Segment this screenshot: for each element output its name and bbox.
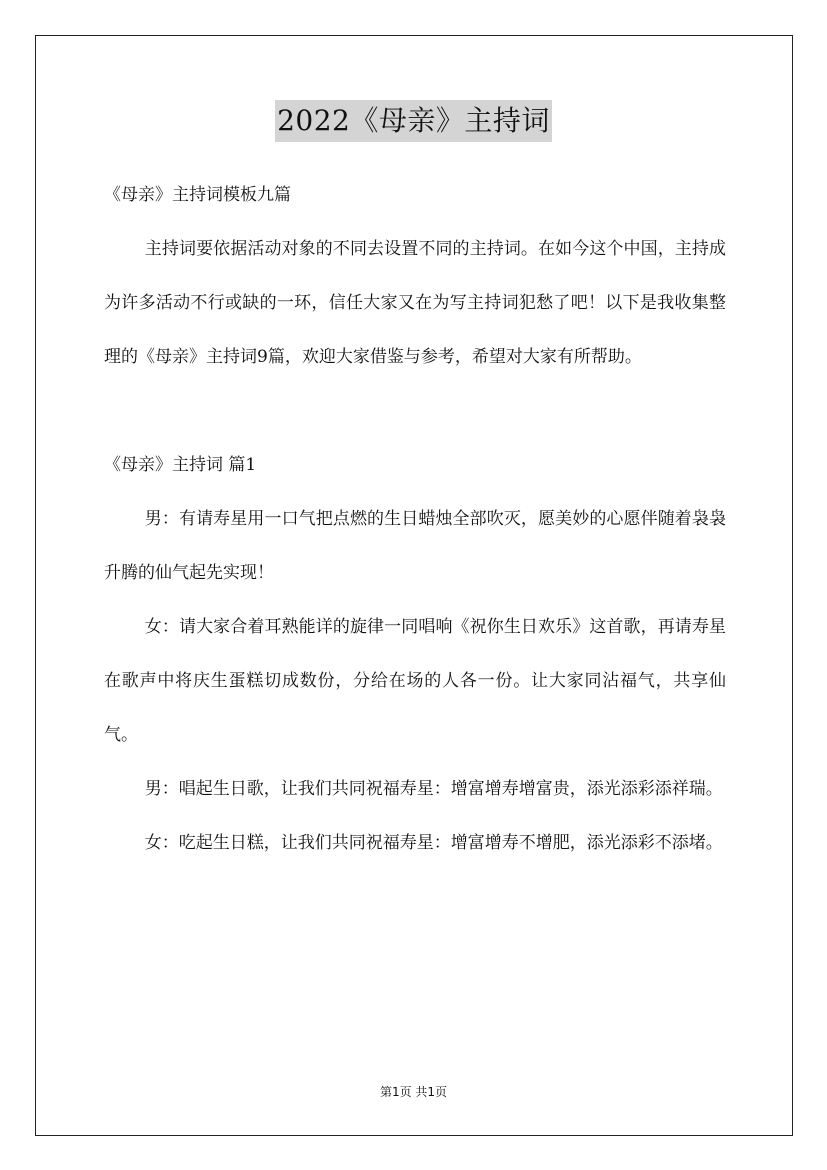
dialogue-paragraph: 女：吃起生日糕，让我们共同祝福寿星：增富增寿不增肥，添光添彩不添堵。 [144,833,723,853]
document-subtitle: 《母亲》主持词模板九篇 [104,185,291,205]
section-spacer [104,384,726,438]
dialogue-paragraph: 男：有请寿星用一口气把点燃的生日蜡烛全部吹灭，愿美妙的心愿伴随着袅袅升腾的仙气起先实现！ [104,509,726,583]
dialogue-paragraph: 男：唱起生日歌，让我们共同祝福寿星：增富增寿增富贵，添光添彩添祥瑞。 [144,779,723,799]
document-title: 2022《母亲》主持词 [275,100,552,142]
intro-paragraph: 主持词要依据活动对象的不同去设置不同的主持词。在如今这个中国，主持成为许多活动不行或缺的一环，信任大家又在为写主持词犯愁了吧！以下是我收集整理的《母亲》主持词9篇，欢迎大家借鉴与参考，希望对大家有所帮助。 [104,239,726,367]
page-footer [0,1083,827,1101]
page-number: 第1页 共1页 [379,1085,448,1099]
title-container [0,100,827,142]
document-body [104,168,726,870]
dialogue-paragraph: 女：请大家合着耳熟能详的旋律一同唱响《祝你生日欢乐》这首歌，再请寿星在歌声中将庆生蛋糕切成数份，分给在场的人各一份。让大家同沾福气，共享仙气。 [104,617,726,745]
section-heading: 《母亲》主持词 篇1 [104,455,257,475]
